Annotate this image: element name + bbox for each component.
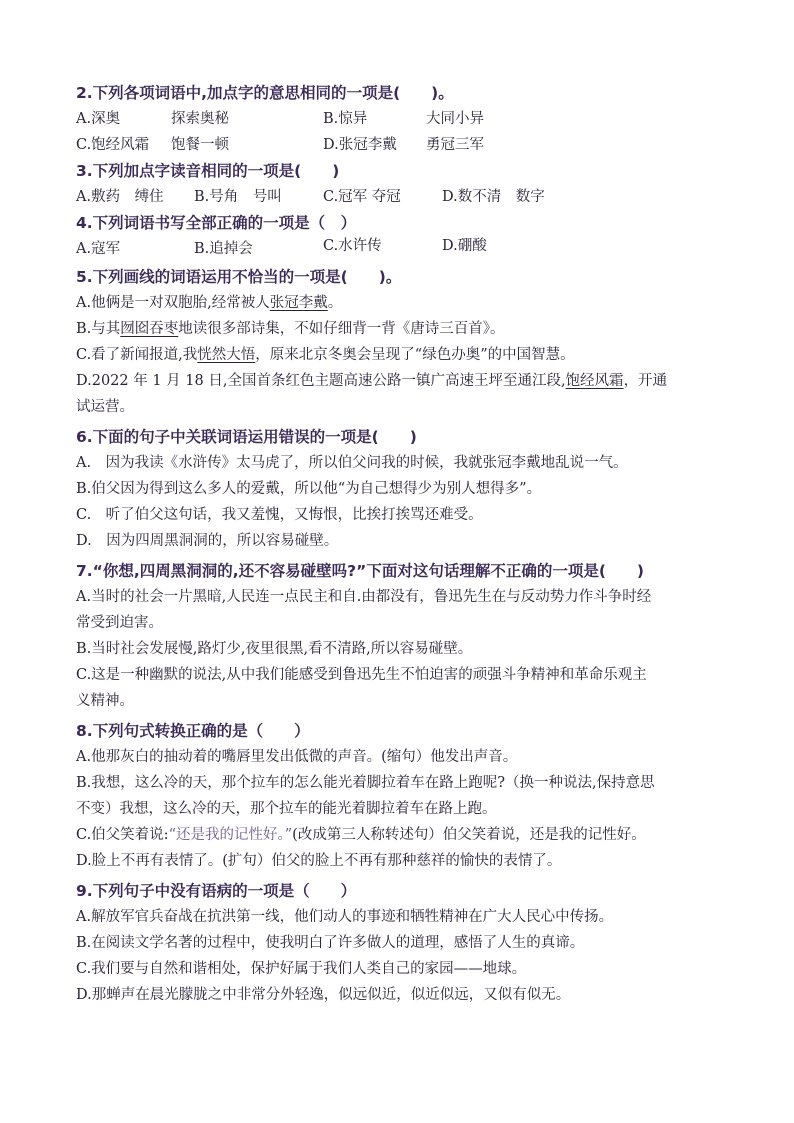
option-c: C.我们要与自然和谐相处，保护好属于我们人类自己的家园——地球。 xyxy=(76,961,527,977)
option-a-end: 。 xyxy=(327,295,343,311)
option-c-end: ，原来北京冬奥会呈现了“绿色办奥”的中国智慧。 xyxy=(255,347,575,363)
option-b: B.追掉会 xyxy=(194,241,253,257)
option-c: C.冠军 夺冠 xyxy=(323,189,401,205)
option-b-word1: B.惊异 xyxy=(323,111,368,127)
question-7-title: 7.“你想,四周黑洞洞的,还不容易碰壁吗?”下面对这句话理解不正确的一项是( ) xyxy=(76,562,644,580)
option-a-continued: 常受到迫害。 xyxy=(76,615,163,631)
question-3-title: 3.下列加点字读音相同的一项是( ) xyxy=(76,162,340,180)
question-3 xyxy=(76,158,726,210)
question-9-title: 9.下列句子中没有语病的一项是（ ） xyxy=(76,882,357,900)
option-d: D.那蝉声在晨光朦胧之中非常分外轻逸，似远似近，似近似远，又似有似无。 xyxy=(76,987,571,1003)
option-c-word1: C.饱经风霜 xyxy=(76,137,150,153)
option-a-underlined: 张冠李戴 xyxy=(269,295,328,311)
option-b-word2: 大同小异 xyxy=(426,111,484,127)
option-b: B.号角 号叫 xyxy=(194,189,282,205)
option-c-end: (改成第三人称转述句）伯父笑着说，还是我的记性好。 xyxy=(292,827,646,843)
option-d-word1: D.张冠李戴 xyxy=(323,137,397,153)
option-a: A.解放军官兵奋战在抗洪第一线，他们动人的事迹和牺牲精神在广大人民心中传扬。 xyxy=(76,909,614,925)
option-d-end: ，开通 xyxy=(623,373,668,389)
option-a: A. 因为我读《水浒传》太马虎了，所以伯父问我的时候，我就张冠李戴地乱说一气。 xyxy=(76,455,628,471)
option-a-text: A.他俩是一对双胞胎,经常被人 xyxy=(76,295,270,311)
option-c-text: C.看了新闻报道,我 xyxy=(76,347,198,363)
option-d: D.数不清 数字 xyxy=(442,189,545,205)
question-4-title: 4.下列词语书写全部正确的一项是（ ） xyxy=(76,214,357,232)
question-6-title: 6.下面的句子中关联词语运用错误的一项是( ) xyxy=(76,428,417,446)
option-c xyxy=(76,342,726,368)
question-6 xyxy=(76,424,726,554)
question-9 xyxy=(76,878,726,1008)
option-d: D. 因为四周黑洞洞的，所以容易碰壁。 xyxy=(76,533,339,549)
option-d: D.硼酸 xyxy=(442,238,487,254)
question-2-row-2 xyxy=(76,132,726,158)
option-c-word2: 饱餐一顿 xyxy=(171,137,229,153)
option-a: A.当时的社会一片黑暗,人民连一点民主和自.由都没有，鲁迅先生在与反动势力作斗争时经 xyxy=(76,589,652,605)
question-4 xyxy=(76,210,726,262)
option-d: D.脸上不再有表情了。(扩句）伯父的脸上不再有那种慈祥的愉快的表情了。 xyxy=(76,853,562,869)
option-b-end: 地读很多部诗集，不如仔细背一背《唐诗三百首》。 xyxy=(178,321,505,337)
option-c-continued: 义精神。 xyxy=(76,693,134,709)
option-b: B.我想，这么冷的天，那个拉车的怎么能光着脚拉着车在路上跑呢?（换一种说法,保持意思 xyxy=(76,775,655,791)
option-b: B.伯父因为得到这么多人的爱戴，所以他“为自己想得少为别人想得多”。 xyxy=(76,481,542,497)
option-c-quote: “还是我的记性好。” xyxy=(168,827,293,843)
option-d-word2: 勇冠三军 xyxy=(426,137,484,153)
option-b-underlined: 囫囵吞枣 xyxy=(120,321,179,337)
option-a: A.敷药 缚住 xyxy=(76,189,164,205)
option-d-continued: 试运营。 xyxy=(76,399,134,415)
option-d-text: D.2022 年 1 月 18 日,全国首条红色主题高速公路一镇广高速王坪至通江段, xyxy=(76,373,566,389)
question-2 xyxy=(76,80,726,158)
option-c-underlined: 恍然大悟 xyxy=(197,347,256,363)
question-7 xyxy=(76,558,726,714)
option-c xyxy=(76,822,726,848)
option-b-continued: 不变）我想，这么冷的天，那个拉车的能光着脚拉着车在路上跑。 xyxy=(76,801,497,817)
option-b: B.在阅读文学名著的过程中，使我明白了许多做人的道理，感悟了人生的真谛。 xyxy=(76,935,585,951)
option-a-word1: A.深奥 xyxy=(76,111,121,127)
option-a: A.他那灰白的抽动着的嘴唇里发出低微的声音。(缩句）他发出声音。 xyxy=(76,749,518,765)
option-b xyxy=(76,316,726,342)
question-3-options xyxy=(76,184,726,210)
option-c: C.水许传 xyxy=(323,238,382,254)
option-b-text: B.与其 xyxy=(76,321,121,337)
option-a xyxy=(76,290,726,316)
question-8-title: 8.下列句式转换正确的是（ ） xyxy=(76,722,310,740)
question-4-options xyxy=(76,236,726,262)
question-8 xyxy=(76,718,726,874)
question-5 xyxy=(76,264,726,420)
option-c: C.这是一种幽默的说法,从中我们能感受到鲁迅先生不怕迫害的顽强斗争精神和革命乐观主 xyxy=(76,667,647,683)
question-2-row-1 xyxy=(76,106,726,132)
option-c: C. 听了伯父这句话，我又羞愧，又悔恨，比挨打挨骂还难受。 xyxy=(76,507,483,523)
option-d-underlined: 饱经风霜 xyxy=(565,373,624,389)
option-a: A.寇军 xyxy=(76,241,121,257)
option-b: B.当时社会发展慢,路灯少,夜里很黑,看不清路,所以容易碰壁。 xyxy=(76,641,473,657)
option-d xyxy=(76,368,726,394)
question-5-title: 5.下列画线的词语运用不恰当的一项是( )。 xyxy=(76,268,402,286)
option-c-text: C.伯父笑着说: xyxy=(76,827,169,843)
option-a-word2: 探索奥秘 xyxy=(171,111,229,127)
question-2-title: 2.下列各项词语中,加点字的意思相同的一项是( )。 xyxy=(76,84,454,102)
